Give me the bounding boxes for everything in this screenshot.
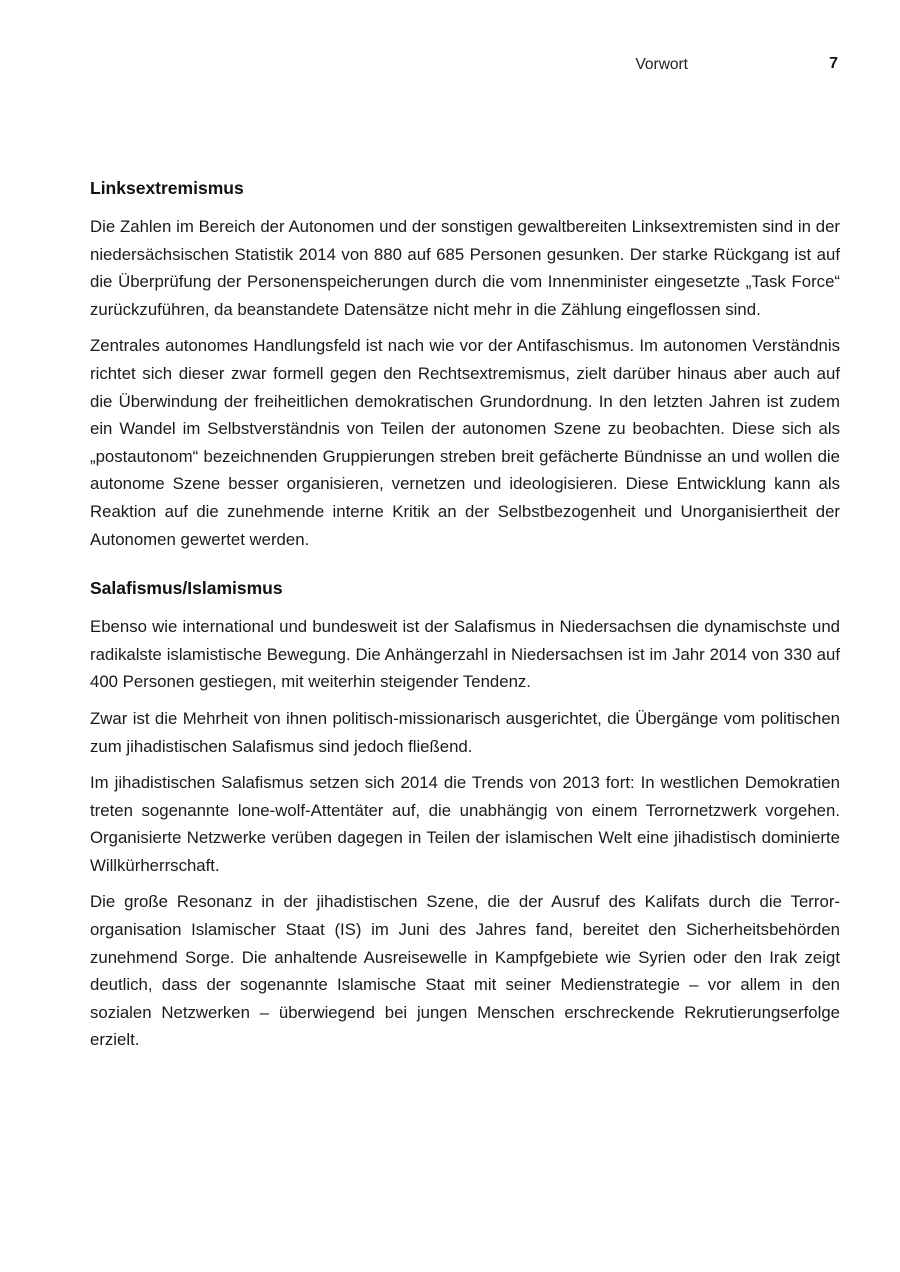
- section-heading: Salafismus/Islamismus: [90, 578, 283, 599]
- running-title: Vorwort: [635, 56, 688, 73]
- running-header: [90, 56, 840, 80]
- paragraph: Zentrales autonomes Handlungsfeld ist nach wie vor der Antifaschismus. Im autonomen Verständnis richtet sich dieser zwar formell gegen den Rechtsextremismus, zielt darüber hinaus aber auch auf die Überwindung der freiheitlichen demokratischen Grundordnung. In den letzten Jahren ist zudem ein Wandel im Selbstverständnis von Teilen der autonomen Szene zu beobachten. Diese sich als „postautonom“ bezeichnenden Gruppierungen streben breit gefächerte Bündnisse an und wollen die autonome Szene besser organisieren, vernetzen und ideologisieren. Diese Entwicklung kann als Reaktion auf die zunehmende interne Kritik an der Selbstbezogenheit und Unorganisiertheit der Autonomen gewertet werden.: [90, 336, 840, 549]
- page-number: 7: [829, 55, 838, 72]
- main-content: [90, 175, 840, 1063]
- section-salafismus-islamismus: [90, 575, 840, 1054]
- paragraph: Die große Resonanz in der jihadistischen Szene, die der Ausruf des Kalifats durch die Terrororganisation Islamischer Staat (IS) im Juni des Jahres fand, bereitet den Sicherheitsbehörden zunehmend Sorge. Die anhaltende Ausreisewelle in Kampfgebiete wie Syrien oder den Irak zeigt deutlich, dass der sogenannte Islamische Staat mit seiner Medienstrategie – vor allem in den sozialen Netzwerken – überwiegend bei jungen Menschen erschreckende Rekrutierungserfolge erzielt.: [90, 892, 840, 1050]
- paragraph: Im jihadistischen Salafismus setzen sich 2014 die Trends von 2013 fort: In westlichen Demokratien treten sogenannte lone-wolf-Attentäter auf, die unabhängig von einem Terrornetzwerk vorgehen. Organisierte Netzwerke verüben dagegen in Teilen der islamischen Welt eine jihadistisch dominierte Willkürherrschaft.: [90, 773, 840, 875]
- paragraph: Ebenso wie international und bundesweit ist der Salafismus in Niedersachsen die dynamischste und radikalste islamistische Bewegung. Die Anhängerzahl in Niedersachsen ist im Jahr 2014 von 330 auf 400 Personen gestiegen, mit weiterhin steigender Tendenz.: [90, 617, 840, 692]
- section-linksextremismus: [90, 175, 840, 553]
- paragraph: Zwar ist die Mehrheit von ihnen politisch-missionarisch ausgerichtet, die Übergänge vom politischen zum jihadistischen Salafismus sind jedoch fließend.: [90, 708, 840, 756]
- paragraph: Die Zahlen im Bereich der Autonomen und der sonstigen gewaltbereiten Linksextremisten sind in der niedersächsischen Statistik 2014 von 880 auf 685 Personen gesunken. Der starke Rückgang ist auf die Überprüfung der Personenspeicherungen durch die vom Innenminister eingesetzte „Task Force“ zurückzuführen, da beanstandete Datensätze nicht mehr in die Zählung eingeflossen sind.: [90, 217, 840, 319]
- section-heading: Linksextremismus: [90, 178, 244, 198]
